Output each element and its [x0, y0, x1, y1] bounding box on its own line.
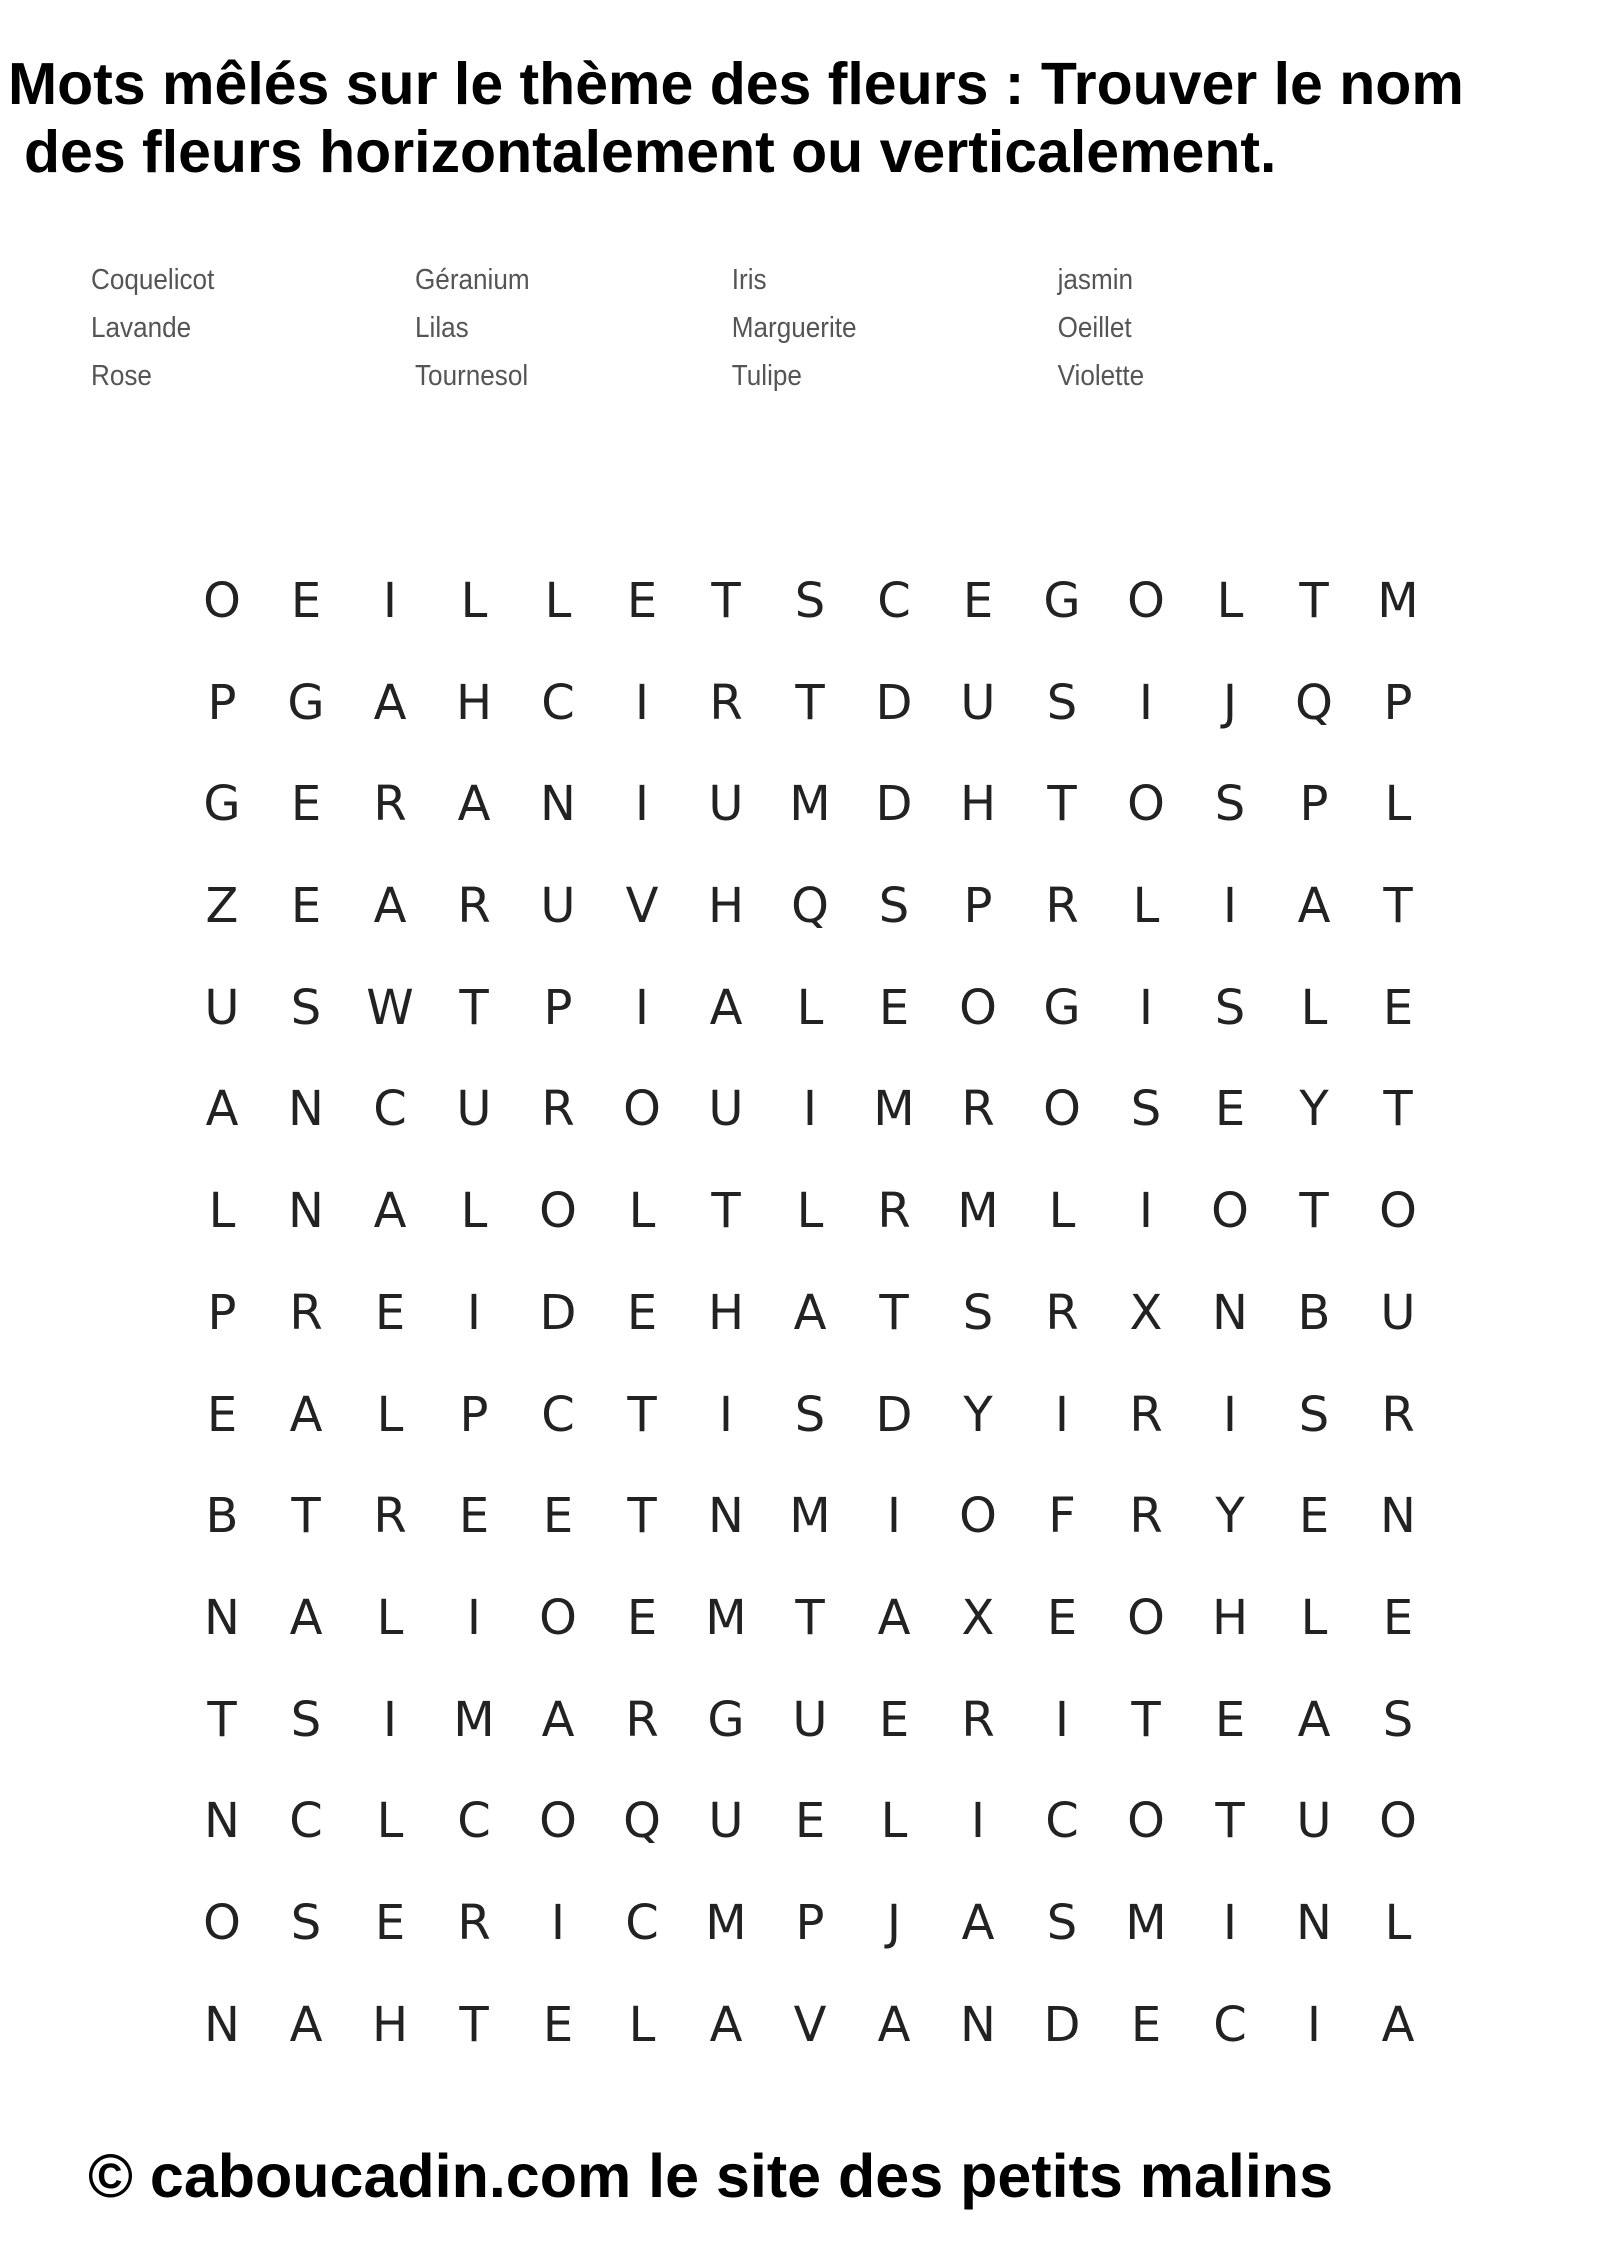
word-list-item: Lilas	[415, 312, 469, 344]
title-line-2: des fleurs horizontalement ou verticalement.	[24, 119, 1277, 185]
grid-letter: N	[288, 1081, 324, 1138]
grid-letter: E	[542, 1488, 574, 1545]
grid-letter: N	[540, 776, 576, 833]
grid-letter: O	[959, 1488, 997, 1545]
grid-letter: E	[542, 1996, 574, 2053]
grid-letter: O	[539, 1183, 577, 1240]
grid-letter: A	[289, 1589, 323, 1646]
grid-letter: N	[708, 1488, 744, 1545]
grid-letter: A	[373, 1183, 407, 1240]
grid-letter: G	[287, 674, 325, 731]
grid-letter: A	[709, 1996, 743, 2053]
grid-letter: E	[1382, 979, 1414, 1036]
grid-letter: A	[877, 1589, 911, 1646]
grid-letter: T	[795, 1589, 825, 1646]
grid-letter: E	[290, 573, 322, 629]
grid-letter: R	[1381, 1386, 1415, 1443]
grid-letter: O	[1379, 1793, 1417, 1850]
grid-letter: I	[382, 1691, 398, 1748]
grid-letter: I	[802, 1081, 818, 1138]
grid-letter: S	[1046, 674, 1078, 731]
grid-letter: I	[718, 1386, 734, 1443]
grid-letter: A	[541, 1691, 575, 1748]
grid-letter: H	[707, 1284, 745, 1341]
footer-copyright: © caboucadin.com le site des petits malins	[88, 2142, 1333, 2210]
grid-letter: M	[453, 1691, 495, 1748]
grid-letter: H	[371, 1996, 409, 2053]
grid-letter: A	[373, 878, 407, 935]
grid-letter: E	[374, 1284, 406, 1341]
grid-letter: A	[1297, 878, 1331, 935]
grid-letter: U	[1380, 1284, 1416, 1341]
grid-letter: T	[1215, 1793, 1245, 1850]
grid-letter: S	[1130, 1081, 1162, 1138]
word-list-item: Tulipe	[731, 360, 802, 392]
grid-letter: S	[878, 878, 910, 935]
grid-letter: E	[206, 1386, 238, 1443]
grid-letter: L	[1048, 1183, 1076, 1240]
grid-letter: I	[1222, 878, 1238, 935]
grid-letter: T	[1383, 1081, 1413, 1138]
word-list-item: Iris	[731, 264, 767, 296]
grid-letter: L	[628, 1183, 656, 1240]
grid-letter: L	[1300, 1589, 1328, 1646]
grid-letter: N	[1296, 1894, 1332, 1951]
grid-letter: L	[1384, 776, 1412, 833]
grid-letter: O	[1043, 1081, 1081, 1138]
grid-letter: P	[795, 1894, 825, 1951]
grid-letter: O	[623, 1081, 661, 1138]
grid-letter: D	[539, 1284, 577, 1341]
grid-letter: O	[1127, 1589, 1165, 1646]
grid-letter: Y	[963, 1386, 993, 1443]
grid-letter: D	[875, 1386, 913, 1443]
grid-letter: O	[959, 979, 997, 1036]
grid-letter: T	[795, 674, 825, 731]
grid-letter: E	[1214, 1691, 1246, 1748]
grid-letter: M	[705, 1894, 747, 1951]
grid-letter: C	[373, 1081, 407, 1138]
grid-letter: M	[1377, 573, 1419, 629]
word-list-item: Coquelicot	[91, 264, 215, 296]
grid-letter: S	[290, 979, 322, 1036]
grid-letter: T	[1299, 573, 1329, 629]
grid-letter: R	[457, 1894, 491, 1951]
grid-letter: U	[204, 979, 240, 1036]
grid-letter: P	[207, 674, 237, 731]
grid-letter: E	[1298, 1488, 1330, 1545]
title-line-1: Mots mêlés sur le thème des fleurs : Trouver le nom	[8, 51, 1464, 117]
grid-letter: I	[1138, 674, 1154, 731]
grid-letter: A	[289, 1996, 323, 2053]
grid-letter: D	[1043, 1996, 1081, 2053]
grid-letter: R	[1045, 1284, 1079, 1341]
grid-letter: Q	[791, 878, 829, 935]
grid-letter: P	[1383, 674, 1413, 731]
grid-letter: C	[1213, 1996, 1247, 2053]
grid-letter: C	[457, 1793, 491, 1850]
word-list-item: Tournesol	[415, 360, 529, 392]
grid-letter: T	[879, 1284, 909, 1341]
grid-letter: N	[204, 1589, 240, 1646]
grid-letter: I	[886, 1488, 902, 1545]
grid-letter: A	[1297, 1691, 1331, 1748]
grid-letter: C	[625, 1894, 659, 1951]
grid-letter: T	[711, 573, 741, 629]
grid-letter: G	[203, 776, 241, 833]
word-list-item: Rose	[91, 360, 152, 392]
grid-letter: U	[540, 878, 576, 935]
grid-letter: R	[1129, 1386, 1163, 1443]
grid-letter: U	[708, 776, 744, 833]
grid-letter: U	[792, 1691, 828, 1748]
grid-letter: I	[1138, 1183, 1154, 1240]
word-list-item: Oeillet	[1057, 312, 1132, 344]
word-list-item: Violette	[1057, 360, 1145, 392]
grid-letter: A	[1381, 1996, 1415, 2053]
grid-letter: E	[626, 1284, 658, 1341]
grid-letter: R	[289, 1284, 323, 1341]
grid-letter: T	[1047, 776, 1077, 833]
grid-letter: L	[1132, 878, 1160, 935]
grid-letter: Y	[1299, 1081, 1329, 1138]
grid-letter: S	[1382, 1691, 1414, 1748]
grid-letter: L	[376, 1793, 404, 1850]
grid-letter: I	[634, 776, 650, 833]
grid-letter: R	[457, 878, 491, 935]
grid-letter: O	[1379, 1183, 1417, 1240]
grid-letter: R	[709, 674, 743, 731]
grid-letter: O	[1211, 1183, 1249, 1240]
grid-letter: J	[886, 1894, 902, 1951]
grid-letter: T	[627, 1488, 657, 1545]
grid-letter: E	[626, 573, 658, 629]
grid-letter: U	[708, 1793, 744, 1850]
grid-letter: I	[1054, 1386, 1070, 1443]
grid-letter: L	[460, 1183, 488, 1240]
grid-letter: M	[957, 1183, 999, 1240]
grid-letter: Q	[1295, 674, 1333, 731]
grid-letter: P	[207, 1284, 237, 1341]
grid-letter: I	[466, 1589, 482, 1646]
grid-letter: R	[1129, 1488, 1163, 1545]
grid-letter: R	[1045, 878, 1079, 935]
grid-letter: Q	[623, 1793, 661, 1850]
grid-letter: L	[460, 573, 488, 629]
grid-letter: I	[1306, 1996, 1322, 2053]
grid-letter: T	[207, 1691, 237, 1748]
grid-letter: S	[794, 1386, 826, 1443]
word-list-item: jasmin	[1057, 264, 1134, 296]
grid-letter: I	[1222, 1894, 1238, 1951]
grid-letter: L	[376, 1589, 404, 1646]
grid-letter: R	[373, 776, 407, 833]
grid-letter: T	[627, 1386, 657, 1443]
grid-letter: L	[544, 573, 572, 629]
grid-letter: B	[1297, 1284, 1331, 1341]
grid-letter: O	[539, 1793, 577, 1850]
grid-letter: L	[796, 979, 824, 1036]
grid-letter: U	[1296, 1793, 1332, 1850]
grid-letter: E	[290, 878, 322, 935]
grid-letter: I	[382, 573, 398, 629]
grid-letter: M	[705, 1589, 747, 1646]
word-list-item: Lavande	[91, 312, 192, 344]
grid-letter: I	[1054, 1691, 1070, 1748]
grid-letter: C	[877, 573, 911, 629]
grid-letter: R	[961, 1691, 995, 1748]
grid-letter: T	[1131, 1691, 1161, 1748]
grid-letter: U	[960, 674, 996, 731]
grid-letter: L	[1300, 979, 1328, 1036]
grid-letter: S	[1046, 1894, 1078, 1951]
grid-letter: P	[543, 979, 573, 1036]
grid-letter: L	[1384, 1894, 1412, 1951]
grid-letter: O	[1127, 1793, 1165, 1850]
grid-letter: E	[626, 1589, 658, 1646]
grid-letter: H	[707, 878, 745, 935]
grid-letter: X	[1129, 1284, 1163, 1341]
grid-letter: S	[290, 1691, 322, 1748]
grid-letter: E	[374, 1894, 406, 1951]
grid-letter: N	[288, 1183, 324, 1240]
grid-letter: H	[959, 776, 997, 833]
grid-letter: J	[1222, 674, 1238, 731]
grid-letter: E	[794, 1793, 826, 1850]
grid-letter: L	[1216, 573, 1244, 629]
grid-letter: M	[873, 1081, 915, 1138]
grid-letter: O	[203, 1894, 241, 1951]
grid-letter: I	[970, 1793, 986, 1850]
grid-letter: E	[290, 776, 322, 833]
grid-letter: V	[625, 878, 659, 935]
grid-letter: N	[960, 1996, 996, 2053]
grid-letter: I	[634, 674, 650, 731]
grid-letter: E	[1214, 1081, 1246, 1138]
grid-letter: D	[875, 674, 913, 731]
grid-letter: L	[376, 1386, 404, 1443]
grid-letter: R	[961, 1081, 995, 1138]
grid-letter: I	[1222, 1386, 1238, 1443]
grid-letter: T	[711, 1183, 741, 1240]
grid-letter: O	[539, 1589, 577, 1646]
grid-letter: G	[1043, 979, 1081, 1036]
grid-letter: L	[628, 1996, 656, 2053]
page-title	[8, 50, 1598, 186]
grid-letter: O	[203, 573, 241, 629]
word-list	[91, 258, 1261, 402]
grid-letter: S	[1214, 776, 1246, 833]
word-list-item: Marguerite	[731, 312, 857, 344]
grid-letter: P	[1299, 776, 1329, 833]
grid-letter: W	[366, 979, 414, 1036]
letter-grid	[180, 556, 1440, 2081]
grid-letter: E	[962, 573, 994, 629]
grid-letter: H	[1211, 1589, 1249, 1646]
grid-letter: N	[204, 1793, 240, 1850]
grid-letter: S	[794, 573, 826, 629]
grid-letter: L	[796, 1183, 824, 1240]
grid-letter: M	[1125, 1894, 1167, 1951]
grid-letter: E	[878, 1691, 910, 1748]
grid-letter: G	[1043, 573, 1081, 629]
grid-letter: I	[1138, 979, 1154, 1036]
grid-letter: S	[290, 1894, 322, 1951]
grid-letter: U	[708, 1081, 744, 1138]
grid-letter: I	[466, 1284, 482, 1341]
grid-letter: A	[457, 776, 491, 833]
grid-letter: C	[289, 1793, 323, 1850]
grid-letter: A	[205, 1081, 239, 1138]
grid-letter: T	[459, 1996, 489, 2053]
grid-letter: T	[291, 1488, 321, 1545]
grid-letter: L	[208, 1183, 236, 1240]
grid-letter: P	[963, 878, 993, 935]
grid-letter: I	[634, 979, 650, 1036]
grid-letter: U	[456, 1081, 492, 1138]
grid-letter: Y	[1215, 1488, 1245, 1545]
grid-letter: S	[962, 1284, 994, 1341]
grid-letter: X	[961, 1589, 995, 1646]
grid-letter: A	[373, 674, 407, 731]
grid-letter: A	[877, 1996, 911, 2053]
grid-letter: A	[709, 979, 743, 1036]
grid-letter: M	[789, 776, 831, 833]
grid-letter: I	[550, 1894, 566, 1951]
word-list-item: Géranium	[415, 264, 530, 296]
grid-letter: L	[880, 1793, 908, 1850]
grid-letter: S	[1214, 979, 1246, 1036]
grid-letter: E	[1382, 1589, 1414, 1646]
grid-letter: E	[1046, 1589, 1078, 1646]
grid-letter: T	[459, 979, 489, 1036]
grid-letter: B	[205, 1488, 239, 1545]
grid-letter: R	[373, 1488, 407, 1545]
grid-letter: S	[1298, 1386, 1330, 1443]
grid-letter: H	[455, 674, 493, 731]
grid-letter: N	[1380, 1488, 1416, 1545]
grid-letter: F	[1048, 1488, 1076, 1545]
grid-letter: R	[877, 1183, 911, 1240]
grid-letter: G	[707, 1691, 745, 1748]
grid-letter: M	[789, 1488, 831, 1545]
grid-letter: Z	[205, 878, 239, 935]
grid-letter: N	[1212, 1284, 1248, 1341]
grid-letter: V	[793, 1996, 827, 2053]
grid-letter: R	[541, 1081, 575, 1138]
grid-letter: E	[458, 1488, 490, 1545]
grid-letter: T	[1299, 1183, 1329, 1240]
grid-letter: E	[1130, 1996, 1162, 2053]
grid-letter: C	[541, 1386, 575, 1443]
grid-letter: A	[793, 1284, 827, 1341]
grid-letter: C	[541, 674, 575, 731]
grid-letter: E	[878, 979, 910, 1036]
grid-letter: A	[961, 1894, 995, 1951]
grid-letter: O	[1127, 776, 1165, 833]
grid-letter: O	[1127, 573, 1165, 629]
grid-letter: D	[875, 776, 913, 833]
grid-letter: A	[289, 1386, 323, 1443]
grid-letter: N	[204, 1996, 240, 2053]
grid-letter: P	[459, 1386, 489, 1443]
grid-letter: R	[625, 1691, 659, 1748]
grid-letter: C	[1045, 1793, 1079, 1850]
grid-letter: T	[1383, 878, 1413, 935]
